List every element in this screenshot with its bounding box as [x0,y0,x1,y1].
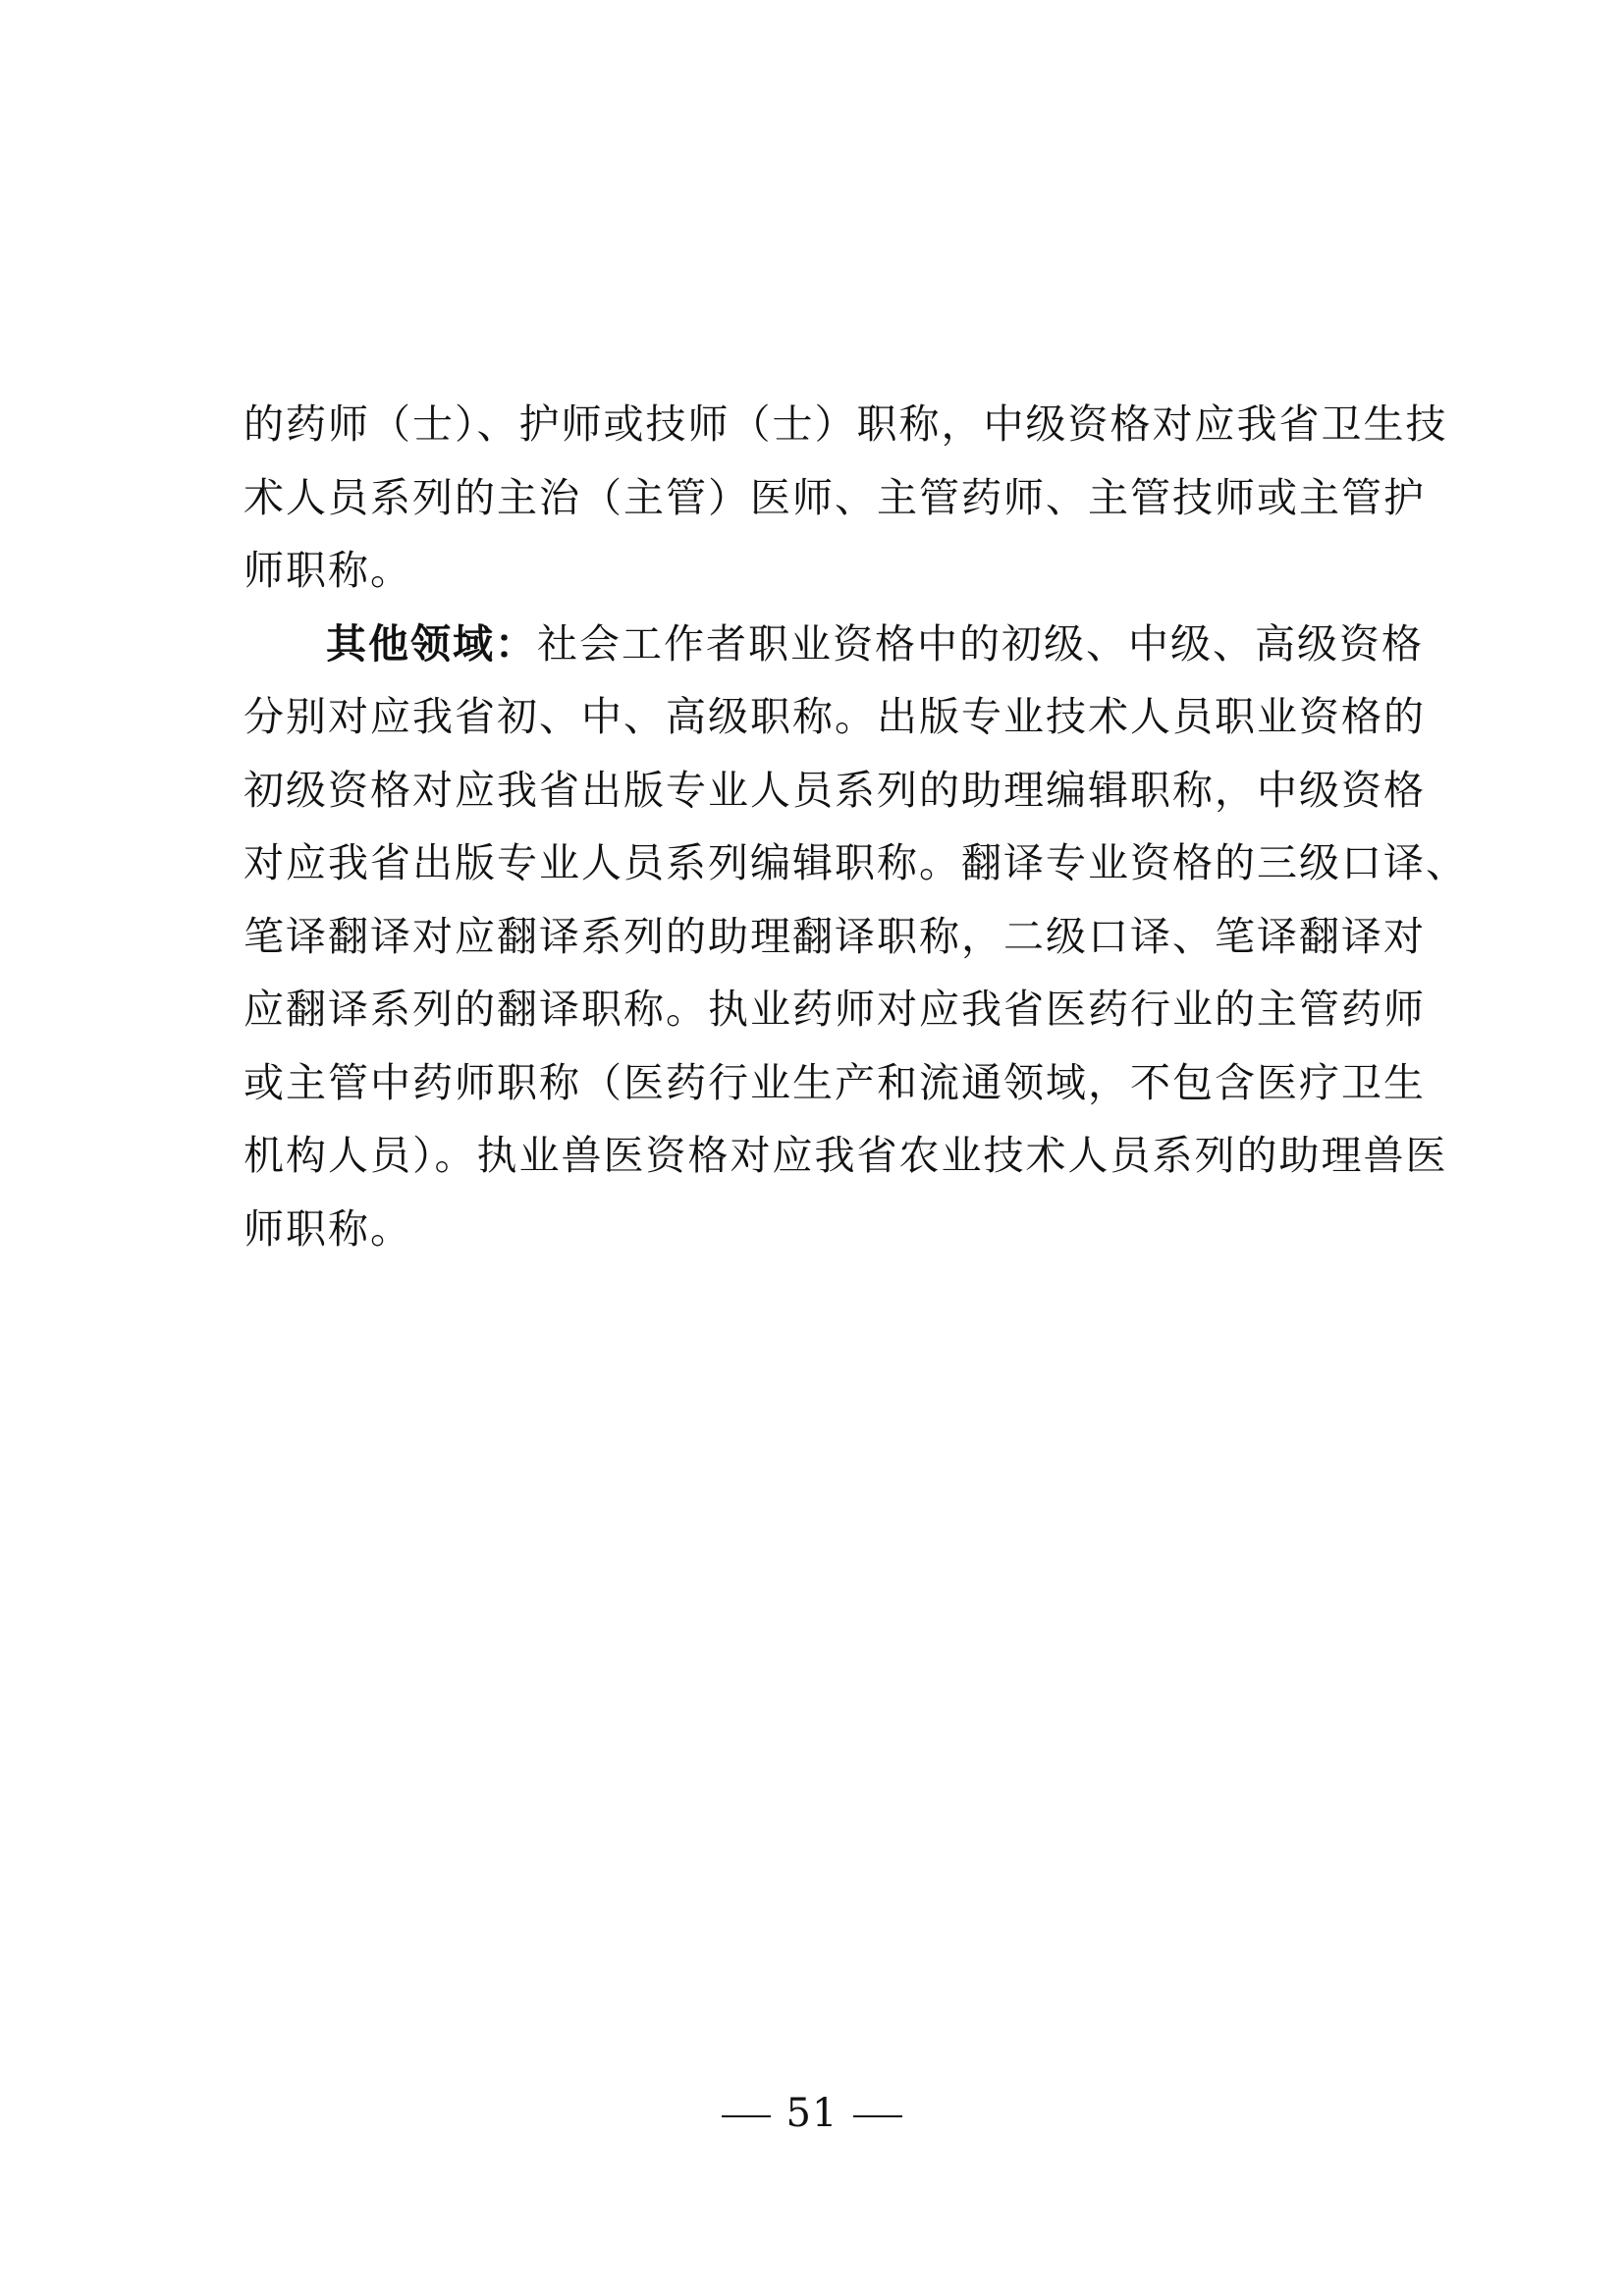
body-text [244,388,1468,1265]
left-dash [722,2115,771,2117]
paragraph-line: 师职称。 [244,547,412,594]
paragraph-line: 应翻译系列的翻译职称。执业药师对应我省医药行业的主管药师 [244,986,1426,1033]
paragraph-line: 的药师（士）、护师或技师（士）职称，中级资格对应我省卫生技 [244,400,1448,448]
page-number: 51 [785,2091,839,2136]
section-heading: 其他领域 [326,619,495,667]
section-first-line [244,608,1424,681]
paragraph-line: 初级资格对应我省出版专业人员系列的助理编辑职称，中级资格 [244,766,1426,814]
paragraph-line: 笔译翻译对应翻译系列的助理翻译职称，二级口译、笔译翻译对 [244,912,1426,960]
paragraph-line: 术人员系列的主治（主管）医师、主管药师、主管技师或主管护 [244,473,1426,521]
section-first-line-text: 社会工作者职业资格中的初级、中级、高级资格 [537,619,1424,667]
paragraph-line: 师职称。 [244,1204,412,1253]
page-footer [0,2091,1624,2136]
right-dash [853,2115,902,2117]
paragraph-line: 分别对应我省初、中、高级职称。出版专业技术人员职业资格的 [244,693,1426,740]
paragraph-line: 对应我省出版专业人员系列编辑职称。翻译专业资格的三级口译、 [244,839,1468,886]
section-heading-colon: ： [495,619,537,667]
paragraph-line: 机构人员）。执业兽医资格对应我省农业技术人员系列的助理兽医 [244,1132,1448,1179]
paragraph-line: 或主管中药师职称（医药行业生产和流通领域，不包含医疗卫生 [244,1058,1426,1106]
